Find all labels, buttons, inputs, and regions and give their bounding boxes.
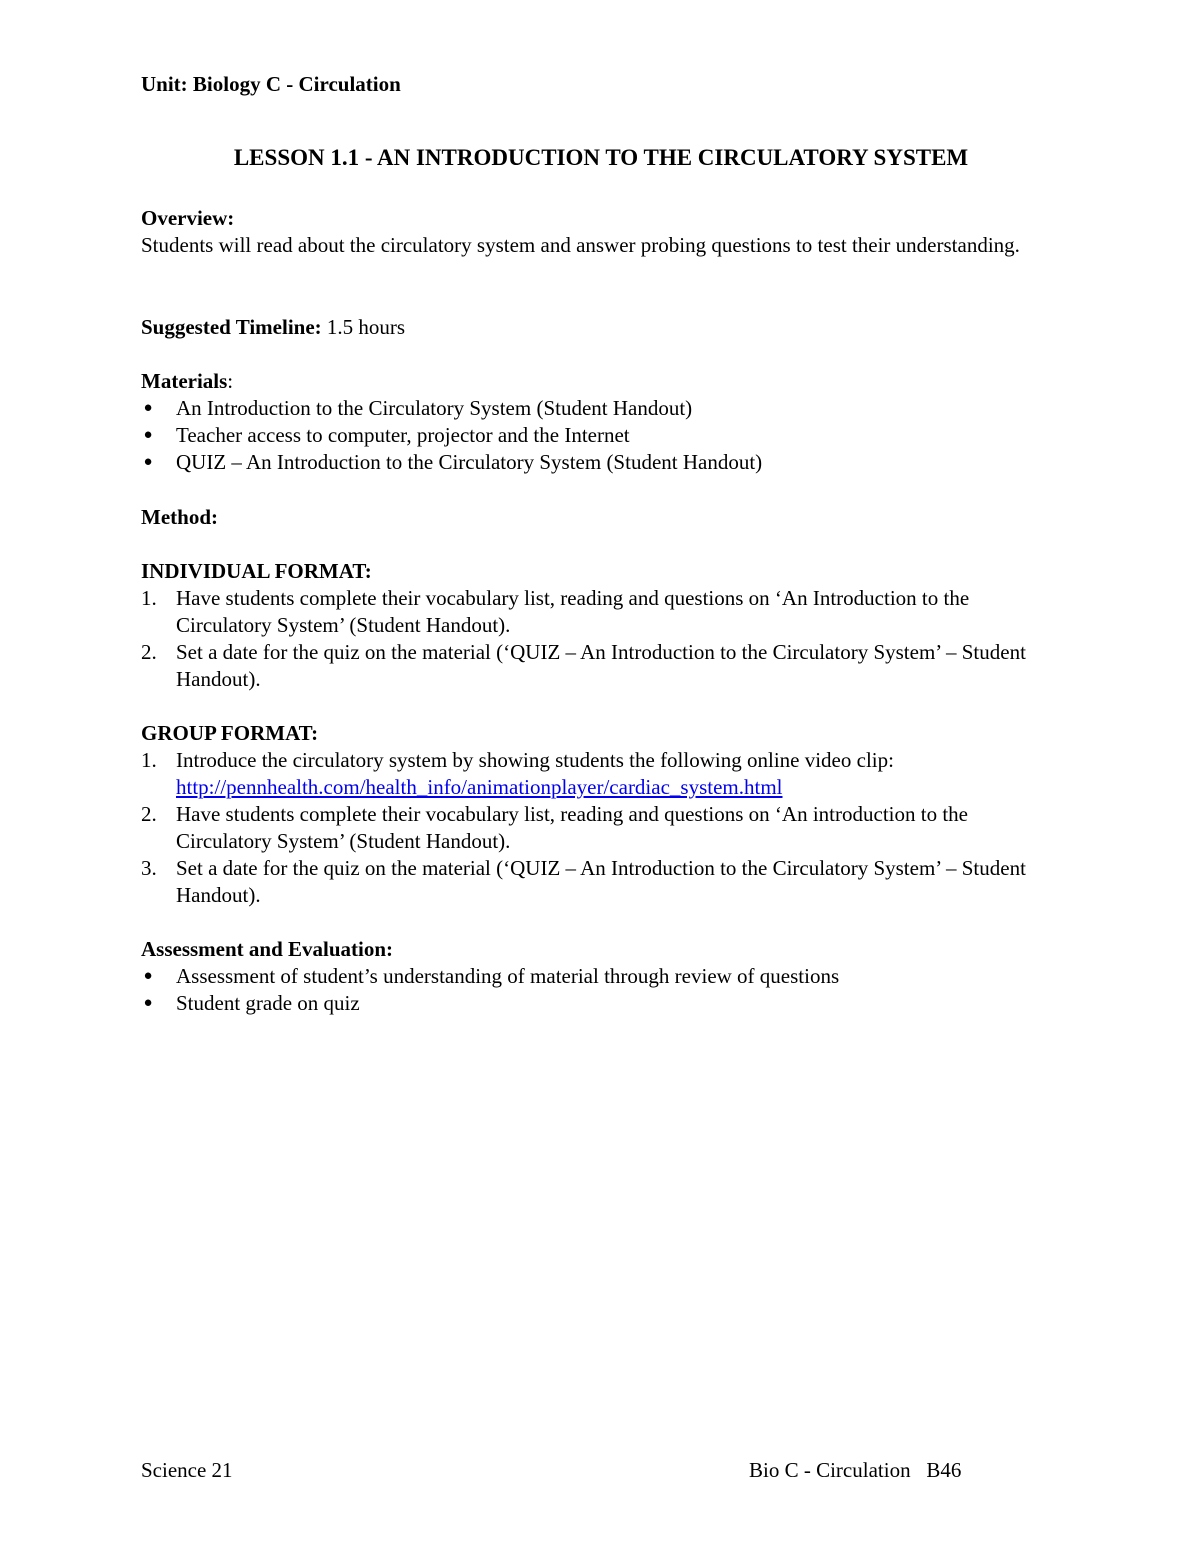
list-item-text: Have students complete their vocabulary list, reading and questions on ‘An Introduction to the Circulatory System’ (Student Handout). (176, 586, 970, 637)
list-item (141, 990, 1061, 1017)
method-section (141, 504, 1061, 531)
list-number: 1. (141, 586, 157, 610)
bullet-icon: ● (143, 427, 153, 443)
timeline-value: 1.5 hours (321, 315, 406, 339)
list-number: 2. (141, 802, 157, 826)
bullet-icon: ● (143, 968, 153, 984)
list-item-text: Teacher access to computer, projector and the Internet (176, 423, 630, 447)
bullet-icon: ● (143, 995, 153, 1011)
list-item-text: Set a date for the quiz on the material (‘QUIZ – An Introduction to the Circulatory System’ – Student Handout). (176, 640, 1026, 691)
materials-section (141, 368, 1061, 476)
footer-right: Bio C - Circulation B46 (749, 1458, 962, 1482)
list-item (141, 422, 1061, 449)
video-clip-link[interactable]: http://pennhealth.com/health_info/animationplayer/cardiac_system.html (176, 775, 783, 799)
materials-colon: : (227, 369, 234, 393)
overview-text: Students will read about the circulatory system and answer probing questions to test their understanding. (141, 233, 1020, 257)
overview-heading: Overview: (141, 206, 235, 230)
list-item (141, 395, 1061, 422)
group-format-list (141, 747, 1061, 909)
list-item-text: Set a date for the quiz on the material (‘QUIZ – An Introduction to the Circulatory System’ – Student Handout). (176, 856, 1026, 907)
bullet-icon: ● (143, 454, 153, 470)
assessment-heading: Assessment and Evaluation: (141, 937, 394, 961)
list-item (141, 449, 1061, 476)
list-item (141, 639, 1061, 693)
materials-list (141, 395, 1061, 476)
list-item-text: Introduce the circulatory system by showing students the following online video clip: (176, 748, 894, 772)
overview-section (141, 205, 1061, 259)
list-item (141, 855, 1061, 909)
method-heading: Method: (141, 505, 218, 529)
timeline-section (141, 314, 1061, 341)
timeline-label: Suggested Timeline: (141, 315, 322, 339)
individual-format-heading: INDIVIDUAL FORMAT: (141, 559, 372, 583)
document-page (141, 0, 1061, 1553)
individual-format-list (141, 585, 1061, 693)
list-item-text: Have students complete their vocabulary list, reading and questions on ‘An introduction to the Circulatory System’ (Student Handout). (176, 802, 968, 853)
list-item (141, 963, 1061, 990)
group-format-heading: GROUP FORMAT: (141, 721, 319, 745)
list-number: 1. (141, 748, 157, 772)
assessment-section (141, 936, 1061, 1017)
lesson-title: LESSON 1.1 - AN INTRODUCTION TO THE CIRCULATORY SYSTEM (233, 145, 969, 170)
footer-left: Science 21 (141, 1458, 233, 1482)
bullet-icon: ● (143, 400, 153, 416)
list-item (141, 585, 1061, 639)
list-item-text: Student grade on quiz (176, 991, 360, 1015)
materials-heading: Materials (141, 369, 228, 393)
list-item (141, 801, 1061, 855)
assessment-list (141, 963, 1061, 1017)
list-item-text: Assessment of student’s understanding of material through review of questions (176, 964, 840, 988)
list-number: 2. (141, 640, 157, 664)
list-item-text: An Introduction to the Circulatory System (Student Handout) (176, 396, 693, 420)
list-item (141, 747, 1061, 801)
list-item-text: QUIZ – An Introduction to the Circulatory System (Student Handout) (176, 450, 763, 474)
unit-label: Unit: Biology C - Circulation (141, 72, 401, 96)
individual-format-section (141, 558, 1061, 693)
list-number: 3. (141, 856, 157, 880)
group-format-section (141, 720, 1061, 909)
